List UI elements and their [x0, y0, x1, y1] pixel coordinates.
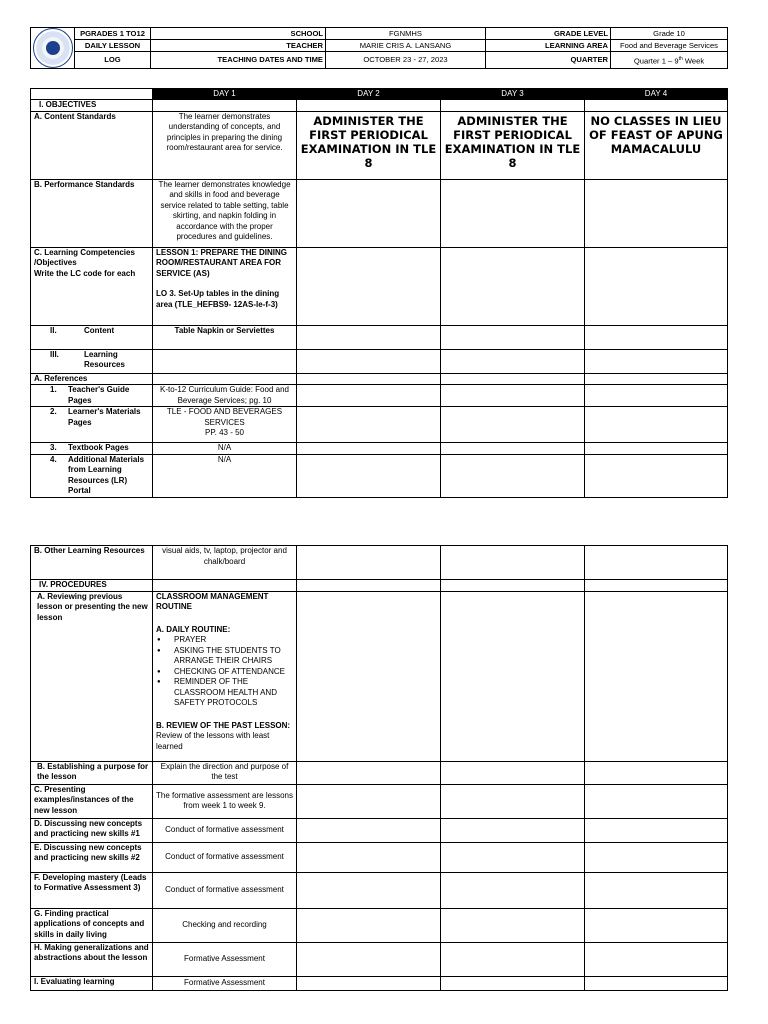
- day-3-header: DAY 3: [441, 89, 585, 100]
- other-resources-label: B. Other Learning Resources: [31, 546, 153, 580]
- proc-a-review-text: Review of the lessons with least learned: [156, 731, 270, 751]
- grade-level-label: GRADE LEVEL: [486, 28, 611, 40]
- ref-2-value: TLE - FOOD AND BEVERAGES SERVICES PP. 43 - 50: [153, 407, 297, 443]
- proc-d-label: D. Discussing new concepts and practicing new skills #1: [31, 818, 153, 842]
- proc-d-value: Conduct of formative assessment: [153, 818, 297, 842]
- ref-1-value: K-to-12 Curriculum Guide: Food and Beverage Services; pg. 10: [153, 385, 297, 407]
- content-label-num: II.: [50, 325, 57, 335]
- logo-cell: [31, 28, 75, 69]
- quarter-text: Quarter 1 – 9: [633, 56, 679, 66]
- ref-3-text: Textbook Pages: [68, 443, 129, 452]
- day-2-header: DAY 2: [297, 89, 441, 100]
- procedures-section: IV. PROCEDURES: [31, 580, 153, 592]
- routine-item: ● PRAYER: [174, 635, 293, 646]
- ref-1-label: [31, 385, 153, 407]
- ref-3-label: [31, 443, 153, 455]
- teaching-dates-value: OCTOBER 23 - 27, 2023: [326, 52, 486, 69]
- proc-h-value: Formative Assessment: [153, 942, 297, 976]
- ref-1-text: Teacher's Guide Pages: [68, 385, 130, 405]
- learning-area-label: LEARNING AREA: [486, 40, 611, 52]
- routine-item: ● REMINDER OF THE CLASSROOM HEALTH AND SAFETY PROTOCOLS: [174, 677, 293, 709]
- teaching-dates-label: TEACHING DATES AND TIME: [151, 52, 326, 69]
- proc-a-title: CLASSROOM MANAGEMENT ROUTINE: [156, 591, 269, 611]
- objectives-section: I. OBJECTIVES: [31, 100, 153, 112]
- ref-2-num: 2.: [50, 407, 57, 416]
- learning-resources-label: [31, 349, 153, 373]
- proc-g-label: G. Finding practical applications of concepts and skills in daily living: [31, 908, 153, 942]
- proc-b-label: B. Establishing a purpose for the lesson: [31, 761, 153, 784]
- teacher-value: MARIE CRIS A. LANSANG: [326, 40, 486, 52]
- learning-resources-text: Learning Resources: [84, 349, 125, 369]
- content-label: [31, 325, 153, 349]
- learning-resources-num: III.: [50, 349, 59, 359]
- content-label-text: Content: [84, 325, 115, 335]
- proc-e-value: Conduct of formative assessment: [153, 842, 297, 872]
- proc-i-label: I. Evaluating learning: [31, 976, 153, 990]
- proc-f-label: F. Developing mastery (Leads to Formative Assessment 3): [31, 872, 153, 908]
- lesson-objective: LO 3. Set-Up tables in the dining area (TLE_HEFBS9- 12AS-le-f-3): [156, 289, 280, 309]
- proc-c-label: C. Presenting examples/instances of the new lesson: [31, 784, 153, 818]
- proc-f-value: Conduct of formative assessment: [153, 872, 297, 908]
- ref-3-num: 3.: [50, 443, 57, 452]
- other-resources-value: visual aids, tv, laptop, projector and chalk/board: [153, 546, 297, 580]
- quarter-suffix: Week: [682, 56, 705, 66]
- routine-item: ● CHECKING OF ATTENDANCE: [174, 667, 293, 678]
- ref-2-label: [31, 407, 153, 443]
- quarter-label: QUARTER: [486, 52, 611, 69]
- school-label: SCHOOL: [151, 28, 326, 40]
- content-standards-label: A. Content Standards: [31, 111, 153, 179]
- teacher-label: TEACHER: [151, 40, 326, 52]
- proc-e-label: E. Discussing new concepts and practicing new skills #2: [31, 842, 153, 872]
- proc-a-day1: [153, 591, 297, 761]
- proc-a-review-title: B. REVIEW OF THE PAST LESSON:: [156, 720, 291, 730]
- school-value: FGNMHS: [326, 28, 486, 40]
- ref-4-label: [31, 454, 153, 497]
- proc-i-value: Formative Assessment: [153, 976, 297, 990]
- proc-g-value: Checking and recording: [153, 908, 297, 942]
- ref-4-text: Additional Materials from Learning Resources (LR) Portal: [68, 454, 145, 495]
- dll-title-line-1: PGRADES 1 TO12: [75, 28, 151, 40]
- ref-1-num: 1.: [50, 385, 57, 394]
- references-label: A. References: [31, 373, 153, 385]
- ref-2-text: Learner's Materials Pages: [68, 407, 141, 427]
- day-4-header: DAY 4: [585, 89, 728, 100]
- grade-level-value: Grade 10: [611, 28, 728, 40]
- dll-title-line-2: DAILY LESSON: [75, 40, 151, 52]
- deped-seal-icon: [33, 28, 73, 68]
- day-4-no-classes-note: NO CLASSES IN LIEU OF FEAST OF APUNG MAMACALULU: [585, 111, 728, 179]
- routine-item: ● ASKING THE STUDENTS TO ARRANGE THEIR CHAIRS: [174, 646, 293, 667]
- header-table: [30, 27, 728, 69]
- proc-h-label: H. Making generalizations and abstractions about the lesson: [31, 942, 153, 976]
- day-3-exam-note: ADMINISTER THE FIRST PERIODICAL EXAMINATION IN TLE 8: [441, 111, 585, 179]
- proc-b-value: Explain the direction and purpose of the test: [153, 761, 297, 784]
- lesson-title: LESSON 1: PREPARE THE DINING ROOM/RESTAURANT AREA FOR SERVICE (AS): [156, 247, 287, 278]
- ref-4-num: 4.: [50, 454, 57, 464]
- performance-standards-day1: The learner demonstrates knowledge and skills in food and beverage service related to table setting, table skirting, and napkin folding in accordance with the proper procedures and guidelines.: [153, 179, 297, 247]
- proc-c-value: The formative assessment are lessons from week 1 to week 9.: [153, 784, 297, 818]
- quarter-sup: th: [678, 55, 683, 62]
- dll-table-page-1: [30, 88, 728, 498]
- dll-table-page-2: [30, 545, 728, 991]
- content-standards-day1: The learner demonstrates understanding of concepts, and principles in preparing the dining room/restaurant area for service.: [153, 111, 297, 179]
- proc-a-daily-routine: A. DAILY ROUTINE:: [156, 624, 231, 634]
- day-1-header: DAY 1: [153, 89, 297, 100]
- quarter-value: [611, 52, 728, 69]
- learning-area-value: Food and Beverage Services: [611, 40, 728, 52]
- learning-competencies-label: C. Learning Competencies /Objectives Write the LC code for each: [31, 247, 153, 325]
- learning-competencies-day1: [153, 247, 297, 325]
- day-header-blank: [31, 89, 153, 100]
- day-2-exam-note: ADMINISTER THE FIRST PERIODICAL EXAMINATION IN TLE 8: [297, 111, 441, 179]
- dll-title-line-3: LOG: [75, 52, 151, 69]
- performance-standards-label: B. Performance Standards: [31, 179, 153, 247]
- ref-3-value: N/A: [153, 443, 297, 455]
- content-day1: Table Napkin or Serviettes: [153, 325, 297, 349]
- day-header-row: [31, 89, 728, 100]
- ref-4-value: N/A: [153, 454, 297, 497]
- proc-a-label: A. Reviewing previous lesson or presenting the new lesson: [31, 591, 153, 761]
- proc-a-routine-list: [156, 635, 293, 709]
